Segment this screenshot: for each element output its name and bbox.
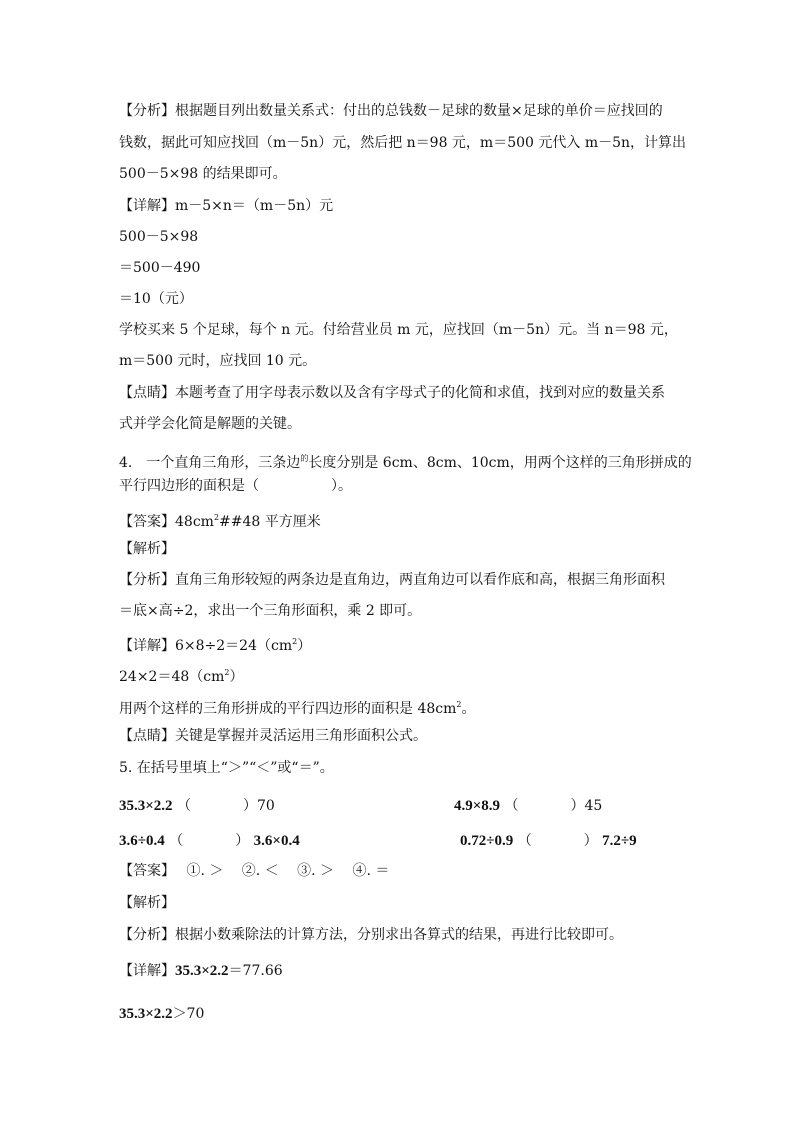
detail-4-a-sup: 2	[292, 637, 298, 646]
q5-b-close: ）	[570, 798, 585, 814]
q5-a-rhs: 70	[257, 798, 275, 814]
detail-4-c: 用两个这样的三角形拼成的平行四边形的面积是 48cm	[119, 701, 457, 717]
q5-item-b	[454, 797, 602, 815]
comment-line-2: 式并学会化简是解题的关键。	[119, 416, 301, 432]
q4-text-a: 4. 一个直角三角形，三条边	[119, 455, 301, 471]
analysis-line-1: 【分析】根据题目列出数量关系式：付出的总钱数－足球的数量×足球的单价＝应找回的	[119, 103, 663, 119]
analysis-line-2: 钱数，据此可知应找回（m－5n）元，然后把 n＝98 元，m＝500 元代入 m－5n，计算出	[119, 135, 687, 151]
q5-b-rhs: 45	[584, 798, 603, 814]
detail-line-5: 学校买来 5 个足球，每个 n 元。付给营业员 m 元，应找回（m－5n）元。当 n＝98 元，	[119, 322, 678, 338]
q5-item-a	[119, 797, 275, 815]
q5-c-close: ）	[235, 833, 250, 849]
q5-b-open: （	[504, 798, 519, 814]
q5-d-expr: 0.72÷0.9	[460, 833, 514, 849]
answer-4-sup: 2	[213, 513, 220, 522]
detail-4-c-sup: 2	[456, 700, 462, 709]
analysis-4-line-1: 【分析】直角三角形较短的两条边是直角边，两直角边可以看作底和高，根据三角形面积	[119, 572, 665, 588]
q4-sup: 的	[300, 454, 309, 463]
q5-a-expr: 35.3×2.2	[119, 798, 173, 814]
detail-5-compare: ＞70	[172, 1006, 205, 1022]
detail-5-expr: 35.3×2.2	[175, 963, 229, 979]
detail-line-2: 500－5×98	[119, 229, 199, 245]
q5-item-d	[460, 832, 637, 850]
question-4-line-1	[119, 450, 692, 472]
q5-a-close: ）	[243, 798, 258, 814]
question-4-line-2	[119, 477, 352, 495]
question-5: 5. 在括号里填上“＞”“＜”或“＝”。	[119, 760, 334, 776]
q5-item-c	[119, 832, 300, 850]
q5-c-open: （	[169, 833, 184, 849]
detail-4-b: 24×2＝48（cm	[119, 669, 225, 685]
detail-5-value: ＝77.66	[228, 963, 283, 979]
q4-text-b: 长度分别是 6cm、8cm、10cm，用两个这样的三角形拼成的	[308, 455, 692, 471]
analysis-label-5: 【解析】	[119, 895, 175, 911]
detail-5-expr-2: 35.3×2.2	[119, 1006, 173, 1022]
q5-c-expr: 3.6÷0.4	[119, 833, 165, 849]
analysis-4-line-2: ＝底×高÷2，求出一个三角形面积，乘 2 即可。	[119, 603, 422, 619]
detail-4-line-2	[119, 664, 243, 686]
analysis-line-3: 500－5×98 的结果即可。	[119, 166, 287, 182]
detail-5-line-2	[119, 1005, 204, 1023]
q5-d-rhs: 7.2÷9	[602, 833, 637, 849]
q4-text-c: 平行四边形的面积是（	[119, 478, 259, 494]
detail-line-4: ＝10（元）	[119, 291, 193, 307]
answer-4	[119, 509, 321, 531]
detail-5-label: 【详解】	[119, 963, 175, 979]
detail-4-a: 【详解】6×8÷2＝24（cm	[119, 638, 293, 654]
detail-4-c-end: 。	[461, 701, 476, 717]
analysis-5: 【分析】根据小数乘除法的计算方法，分别求出各算式的结果，再进行比较即可。	[119, 927, 623, 943]
comment-line-1: 【点睛】本题考查了用字母表示数以及含有字母式子的化简和求值，找到对应的数量关系	[119, 385, 665, 401]
detail-4-a-end: ）	[297, 638, 312, 654]
q5-c-rhs: 3.6×0.4	[253, 833, 300, 849]
q5-d-open: （	[517, 833, 532, 849]
detail-4-line-3	[119, 696, 475, 718]
detail-line-3: ＝500－490	[119, 260, 201, 276]
q5-a-open: （	[177, 798, 192, 814]
detail-4-line-1	[119, 633, 311, 655]
analysis-label-4: 【解析】	[119, 541, 175, 557]
detail-5-line-1	[119, 962, 283, 980]
answer-5: 【答案】 ①. ＞ ②. ＜ ③. ＞ ④. ＝	[119, 863, 390, 879]
detail-line-6: m＝500 元时，应找回 10 元。	[119, 353, 317, 369]
detail-4-b-end: ）	[229, 669, 244, 685]
detail-4-b-sup: 2	[224, 668, 230, 677]
answer-4-text: 【答案】48cm	[119, 514, 214, 530]
q5-b-expr: 4.9×8.9	[454, 798, 501, 814]
q5-d-close: ）	[583, 833, 598, 849]
answer-4-text-b: ##48 平方厘米	[219, 514, 321, 530]
comment-4: 【点睛】关键是掌握并灵活运用三角形面积公式。	[119, 728, 427, 744]
q4-text-d: ）。	[331, 478, 352, 494]
detail-line-1: 【详解】m－5×n＝（m－5n）元	[119, 198, 334, 214]
